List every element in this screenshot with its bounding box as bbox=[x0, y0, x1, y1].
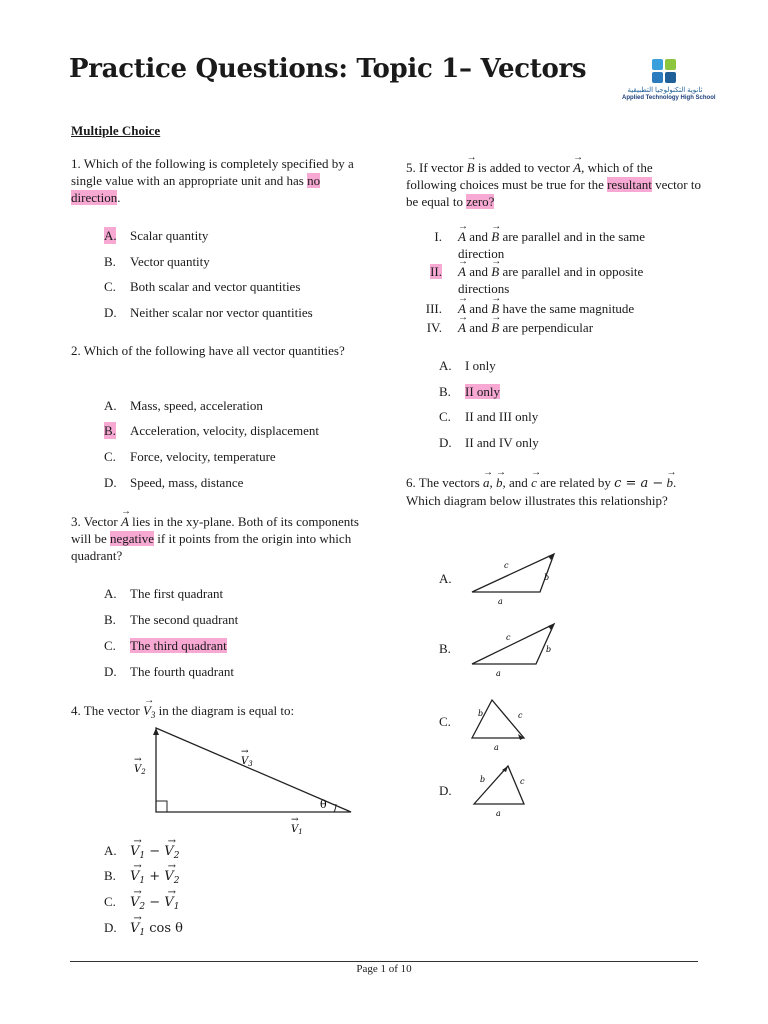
q5-statement-4: IV.→ A and → B are perpendicular bbox=[406, 319, 678, 336]
q5-statement-2: II.→ A and → B are parallel and in opposite directions bbox=[406, 263, 678, 297]
option-text: Scalar quantity bbox=[130, 228, 209, 243]
option-letter: A. bbox=[439, 358, 452, 373]
q6-diagram-c bbox=[466, 694, 546, 752]
option-letter: D. bbox=[104, 475, 117, 490]
label-theta: θ bbox=[320, 798, 327, 811]
vector-a-symbol: → A bbox=[573, 159, 581, 176]
option-letter: B. bbox=[104, 868, 116, 883]
right-angle-marker bbox=[156, 801, 167, 812]
option-text: Force, velocity, temperature bbox=[130, 449, 276, 464]
q5-highlight-zero: zero? bbox=[466, 194, 495, 209]
question-1 bbox=[71, 155, 371, 206]
logo-arabic-text: ثانوية التكنولوجيا التطبيقية bbox=[627, 87, 703, 94]
option-letter: B. bbox=[439, 641, 451, 656]
option-text: The fourth quadrant bbox=[130, 664, 234, 679]
q2-option-a[interactable] bbox=[104, 397, 263, 414]
option-text: Both scalar and vector quantities bbox=[130, 279, 301, 294]
logo-icon bbox=[622, 56, 708, 86]
label-b: b bbox=[478, 709, 484, 718]
q6-diagram-d bbox=[466, 762, 546, 820]
vector-b-symbol: → b bbox=[496, 474, 503, 491]
q1-highlight: no direction bbox=[71, 173, 321, 205]
q5-statement-1: I.→ A and → B are parallel and in the same direction bbox=[406, 228, 678, 262]
q2-option-b[interactable] bbox=[104, 422, 319, 439]
q6-option-c[interactable] bbox=[439, 713, 451, 730]
q4-option-d[interactable]: $D.\to V_1$ cos θ bbox=[104, 919, 183, 942]
option-text: I only bbox=[465, 358, 496, 373]
option-letter: A. bbox=[104, 843, 117, 858]
logo-english-text: Applied Technology High School bbox=[622, 95, 716, 101]
q3-highlight: negative bbox=[110, 531, 155, 546]
q3-option-c[interactable] bbox=[104, 637, 227, 654]
vector-v3-symbol: → $V_3$ bbox=[143, 702, 155, 724]
q6-option-b[interactable] bbox=[439, 640, 451, 657]
option-text: Speed, mass, distance bbox=[130, 475, 244, 490]
label-v1: $V_1$ bbox=[291, 824, 303, 835]
q3-option-a[interactable] bbox=[104, 585, 223, 602]
page-number: Page 1 of 10 bbox=[356, 963, 412, 975]
label-b: b bbox=[546, 645, 552, 654]
label-a: a bbox=[498, 597, 503, 606]
label-c: c bbox=[504, 561, 509, 570]
vector-triangle bbox=[472, 554, 554, 592]
vector-b-symbol: → B bbox=[467, 159, 475, 176]
vector-a-symbol: → A bbox=[121, 513, 129, 530]
q2-option-c[interactable] bbox=[104, 448, 276, 465]
option-letter: C. bbox=[104, 279, 116, 294]
option-text: Acceleration, velocity, displacement bbox=[130, 423, 320, 438]
q6-diagram-b bbox=[466, 620, 566, 676]
q5-statement-3: III.→ A and → B have the same magnitude bbox=[406, 300, 678, 317]
question-6: 6. The vectors → a, → b, and → c are related by c = a − → b. Which diagram below illustrates this relationship? bbox=[406, 474, 706, 509]
option-letter: D. bbox=[104, 664, 117, 679]
label-a: a bbox=[494, 743, 499, 752]
svg-text:→: → bbox=[134, 755, 142, 765]
option-letter: D. bbox=[104, 920, 117, 935]
q4-text: in the diagram is equal to: bbox=[155, 703, 295, 718]
q5-highlight-resultant: resultant bbox=[607, 177, 652, 192]
q3-text: 3. Vector bbox=[71, 514, 121, 529]
label-v3: $V_3$ bbox=[241, 756, 253, 768]
option-letter: B. bbox=[104, 612, 116, 627]
q4-option-b[interactable]: $B.\to V_1$ + → $V_2$ bbox=[104, 867, 179, 890]
option-text: Vector quantity bbox=[130, 254, 210, 269]
section-heading: Multiple Choice bbox=[71, 123, 161, 138]
label-c: c bbox=[518, 711, 523, 720]
vector-a-symbol: → a bbox=[483, 474, 490, 491]
question-3 bbox=[71, 513, 371, 564]
label-b: b bbox=[544, 573, 550, 582]
option-letter: A. bbox=[104, 228, 117, 243]
option-letter: D. bbox=[439, 435, 452, 450]
q5-text: , which of the following choices must be true for the bbox=[406, 160, 653, 192]
q5-text: 5. If vector bbox=[406, 160, 467, 175]
label-a: a bbox=[496, 669, 501, 676]
option-letter: D. bbox=[104, 305, 117, 320]
option-letter: C. bbox=[104, 638, 116, 653]
label-a: a bbox=[496, 809, 501, 818]
option-letter: C. bbox=[439, 409, 451, 424]
question-5 bbox=[406, 159, 706, 210]
q6-text: 6. The vectors bbox=[406, 475, 484, 490]
q4-triangle-diagram bbox=[126, 720, 376, 835]
page-title: Practice Questions: Topic 1– Vectors bbox=[69, 54, 587, 84]
option-text: Mass, speed, acceleration bbox=[130, 398, 263, 413]
q1-text-end: . bbox=[117, 190, 121, 205]
option-text: The first quadrant bbox=[130, 586, 224, 601]
q6-diagram-a bbox=[466, 548, 566, 606]
vector-b-symbol: → b bbox=[667, 474, 674, 491]
q3-text: if it points from the origin into which quadrant? bbox=[71, 531, 352, 563]
q4-option-c[interactable]: $C.\to V_2$ − → $V_1$ bbox=[104, 893, 179, 916]
option-text: Neither scalar nor vector quantities bbox=[130, 305, 313, 320]
vector-triangle bbox=[472, 700, 524, 738]
option-letter: B. bbox=[439, 384, 451, 399]
option-text: The third quadrant bbox=[130, 638, 227, 653]
school-logo bbox=[622, 56, 716, 108]
option-letter: B. bbox=[104, 423, 116, 438]
q5-text: is added to vector bbox=[474, 160, 574, 175]
q5-option-d[interactable] bbox=[439, 434, 539, 451]
option-letter: A. bbox=[104, 586, 117, 601]
q5-option-c[interactable] bbox=[439, 408, 538, 425]
q1-option-a[interactable] bbox=[104, 227, 208, 244]
option-letter: C. bbox=[104, 449, 116, 464]
q3-option-b[interactable] bbox=[104, 611, 238, 628]
q6-equation: c = a − bbox=[614, 476, 664, 491]
vector-triangle bbox=[474, 766, 524, 804]
option-text: II and IV only bbox=[465, 435, 539, 450]
q6-option-d[interactable] bbox=[439, 782, 452, 799]
q3-text: lies in the xy-plane. Both of its components will be bbox=[71, 514, 359, 546]
label-b: b bbox=[480, 775, 486, 784]
svg-text:→: → bbox=[241, 747, 249, 757]
question-2: 2. Which of the following have all vector quantities? bbox=[71, 343, 345, 358]
q5-option-b[interactable] bbox=[439, 383, 500, 400]
q5-text: vector to be equal to bbox=[406, 177, 701, 209]
q6-text: . Which diagram below illustrates this relationship? bbox=[406, 475, 677, 508]
option-letter: C. bbox=[104, 894, 116, 909]
option-letter: A. bbox=[104, 398, 117, 413]
option-text: The second quadrant bbox=[130, 612, 239, 627]
option-letter: C. bbox=[439, 714, 451, 729]
option-letter: B. bbox=[104, 254, 116, 269]
label-c: c bbox=[506, 633, 511, 642]
q4-option-a[interactable]: $A.\to V_1$ − → $V_2$ bbox=[104, 842, 179, 865]
vector-c-symbol: → c bbox=[531, 474, 537, 491]
footer-divider bbox=[70, 961, 698, 962]
q2-option-d[interactable] bbox=[104, 474, 243, 491]
q6-option-a[interactable] bbox=[439, 570, 452, 587]
label-v2: $V_2$ bbox=[134, 764, 146, 776]
option-text: II only bbox=[465, 384, 501, 399]
q4-text: 4. The vector bbox=[71, 703, 143, 718]
label-c: c bbox=[520, 777, 525, 786]
q1-option-b[interactable] bbox=[104, 253, 210, 270]
q1-text: 1. Which of the following is completely specified by a single value with an appropriate unit and has bbox=[71, 156, 354, 188]
q1-option-d[interactable] bbox=[104, 304, 313, 321]
q1-option-c[interactable] bbox=[104, 278, 300, 295]
option-text: II and III only bbox=[465, 409, 539, 424]
q5-option-a[interactable] bbox=[439, 357, 496, 374]
vector-triangle bbox=[472, 624, 554, 664]
option-letter: D. bbox=[439, 783, 452, 798]
option-letter: A. bbox=[439, 571, 452, 586]
q3-option-d[interactable] bbox=[104, 663, 234, 680]
svg-text:→: → bbox=[291, 815, 299, 825]
